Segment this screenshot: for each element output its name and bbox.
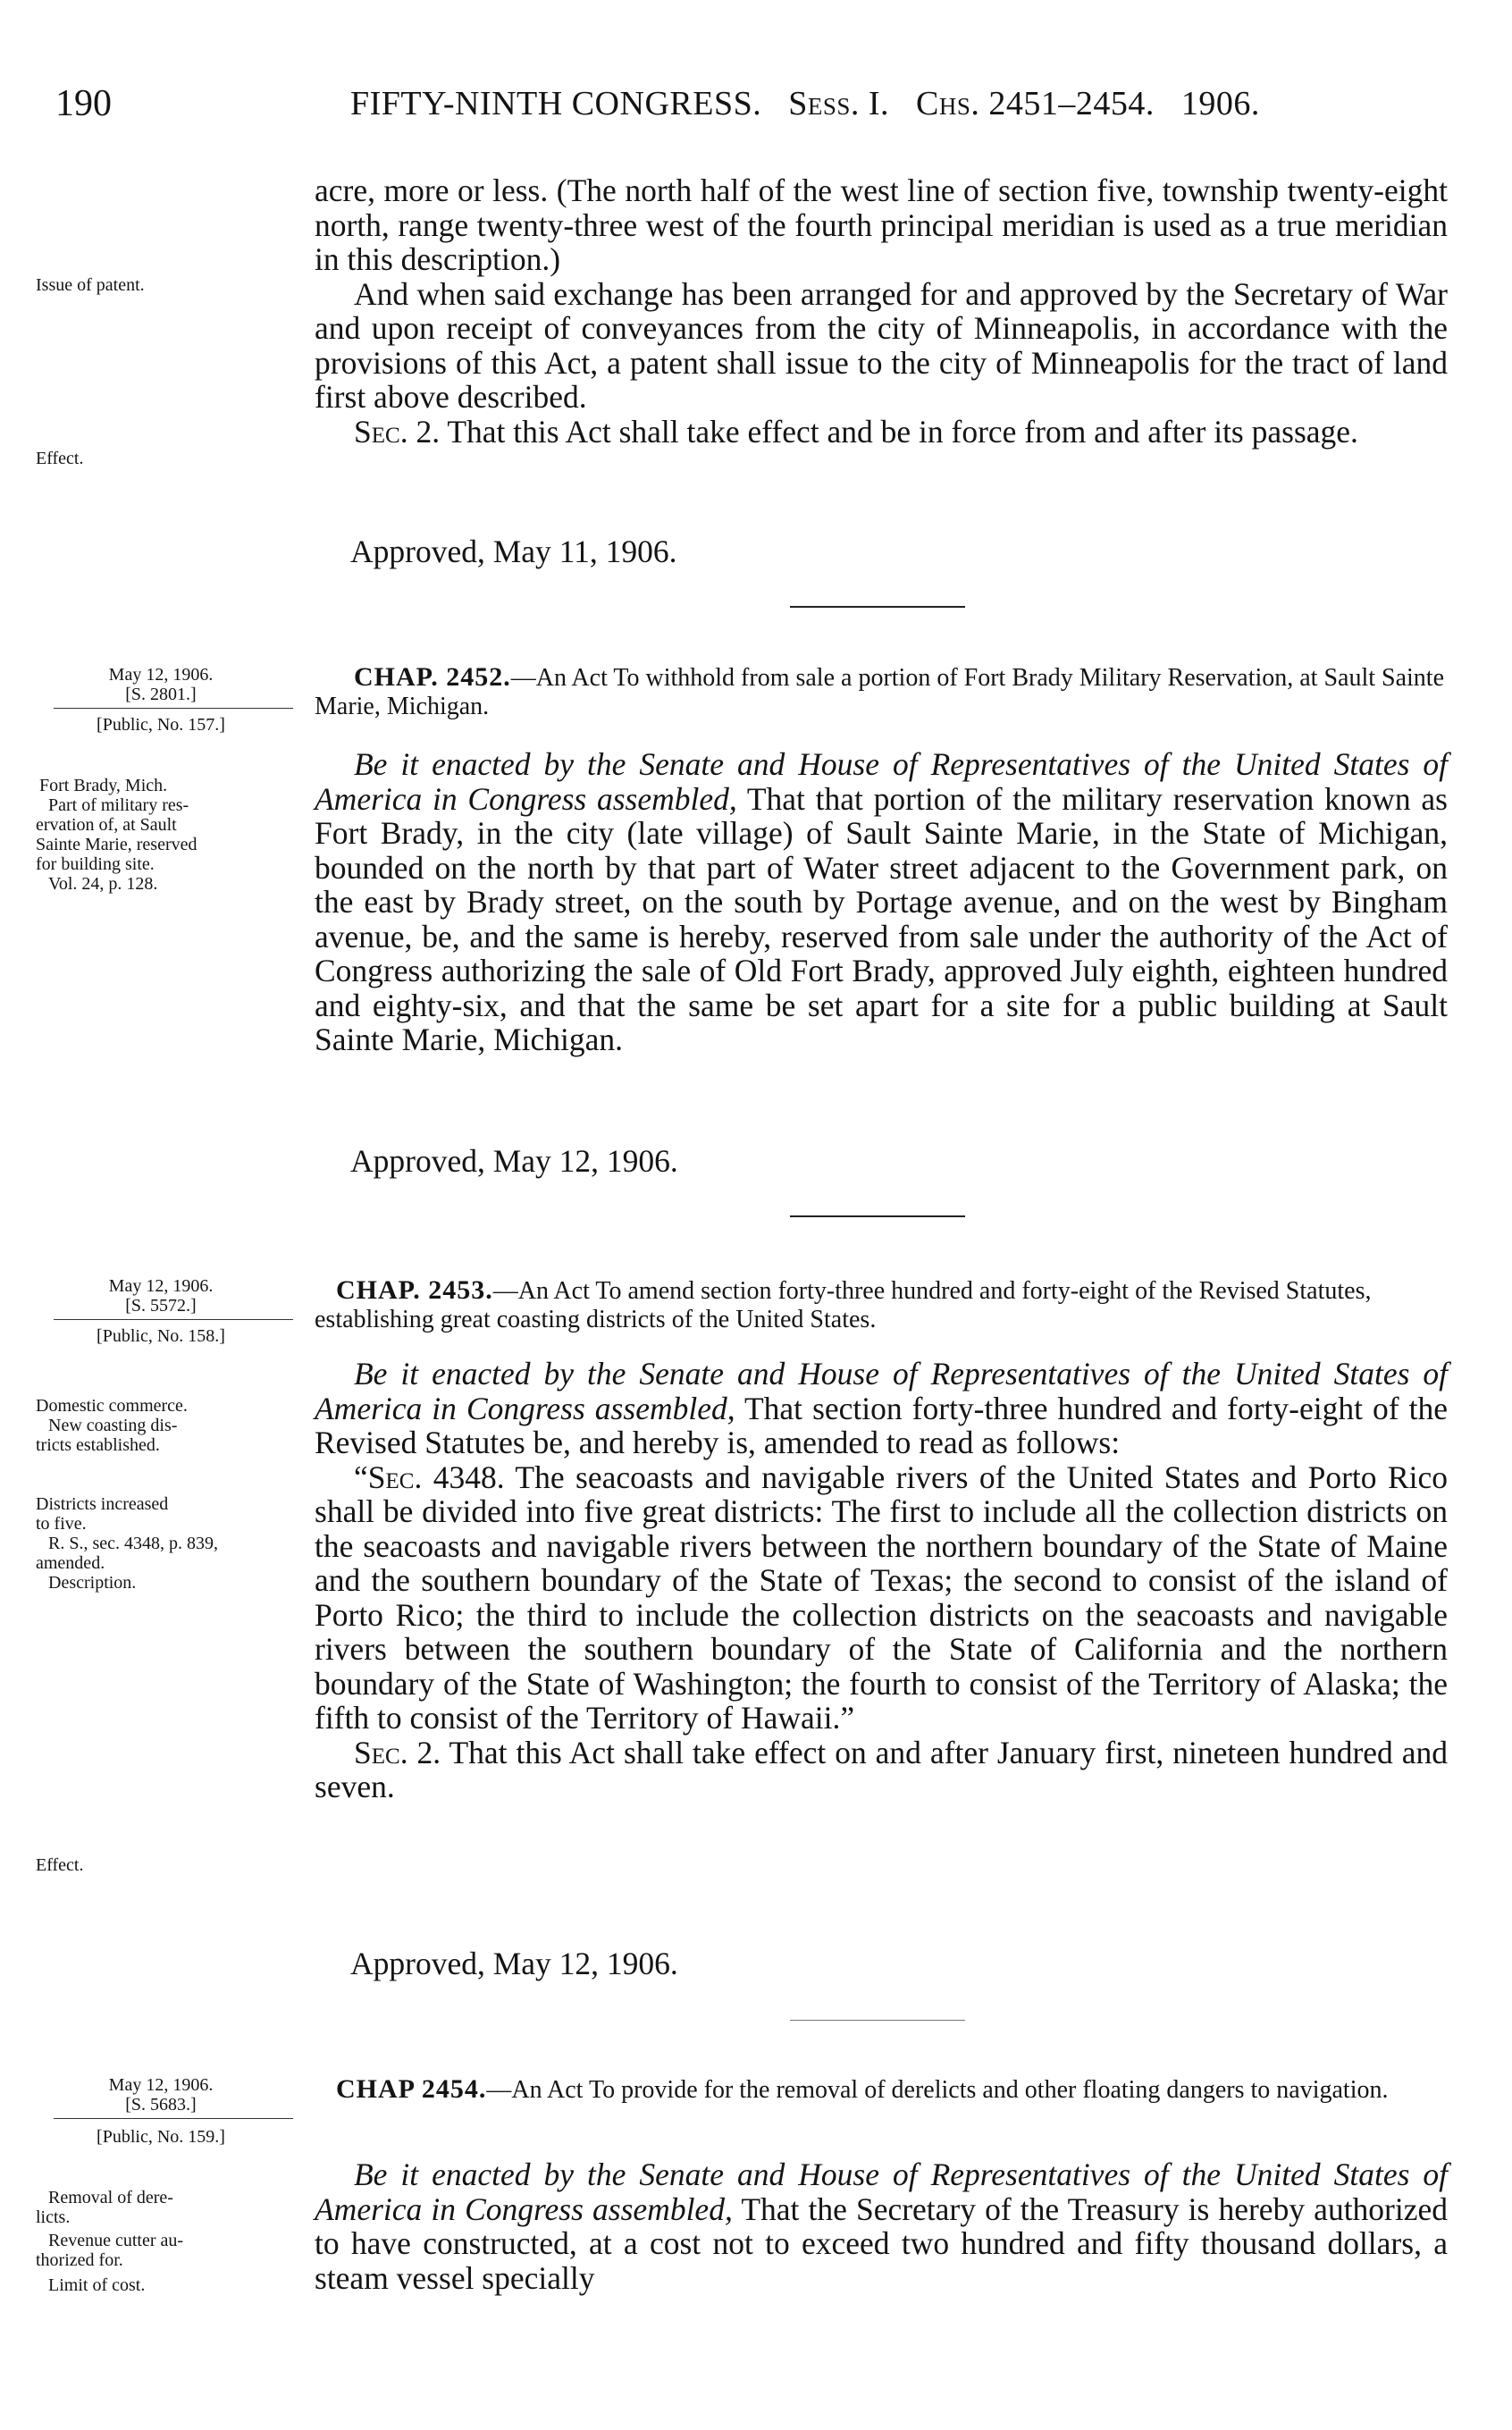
chap-2453-main-text: That section forty-three hundred and forty-eight of the Revised Statutes be, and hereby is, amended to read as follows: (315, 1390, 1448, 1460)
sec-4348-label: “Sec. 4348. (354, 1459, 505, 1495)
margin-line: Part of military res- (48, 795, 189, 815)
margin-note-limit-of-cost: Limit of cost. (48, 2275, 146, 2295)
divider (790, 606, 965, 608)
chap-2453-body (315, 1357, 1448, 1804)
chap-2453-bill: [S. 5572.] (125, 1296, 197, 1316)
sec-2-text: That this Act shall take effect on and after January first, nineteen hundred and seven. (315, 1734, 1448, 1804)
header-year: 1906. (1180, 85, 1260, 122)
margin-note-effect: Effect. (36, 1855, 84, 1875)
chap-2453-text (315, 1357, 1448, 1460)
chap-2452-text (315, 747, 1448, 1057)
divider (790, 2020, 965, 2021)
margin-line: New coasting dis- (48, 1416, 178, 1435)
enacting-clause: Be it enacted by the Senate and House of Representatives of the United States of America in Congress assembled, (315, 1356, 1448, 1426)
chap-2452-margin-notes (36, 776, 302, 894)
chap-2451-section-2 (315, 415, 1448, 450)
date-underline (54, 2118, 293, 2119)
chap-2452-label: CHAP. 2452. (354, 662, 511, 692)
chap-2452-heading (315, 663, 1448, 721)
margin-line: thorized for. (36, 2250, 123, 2270)
chap-2453-section-2 (315, 1736, 1448, 1804)
margin-line: for building site. (36, 854, 155, 874)
chap-2453-margin-notes-1 (36, 1396, 302, 1455)
chap-2451-paragraph-2: And when said exchange has been arranged for and approved by the Secretary of War and upon receipt of conveyances from the city of Minneapolis, in accordance with the provisions of this Act, a patent shall issue to the city of Minneapolis for the tract of land first above described. (315, 275, 1448, 415)
margin-line: amended. (36, 1553, 105, 1573)
enacting-clause: Be it enacted by the Senate and House of Representatives of the United States of America in Congress assembled, (315, 2157, 1448, 2227)
margin-line: Domestic commerce. (36, 1396, 188, 1416)
chap-2451-paragraph-1: acre, more or less. (The north half of the west line of section five, township twenty-eight north, range twenty-three west of the fourth principal meridian is used as a true meridian in this description.) (315, 172, 1448, 277)
margin-line: licts. (36, 2207, 71, 2227)
chap-2454-date: May 12, 1906. (108, 2075, 214, 2095)
chap-2453-margin-notes-2 (36, 1494, 302, 1593)
chap-2453-title: —An Act To amend section forty-three hundred and forty-eight of the Revised Statutes, establishing great coasting districts of the United States. (315, 1277, 1372, 1333)
chap-2452-approved: Approved, May 12, 1906. (350, 1143, 678, 1179)
chap-2453-label: CHAP. 2453. (336, 1275, 493, 1305)
sec-4348-text: The seacoasts and navigable rivers of the United States and Porto Rico shall be divided into five great districts: The first to include all the collection districts on the seacoasts and navigable rivers between the northern boundary of the State of Maine and the southern boundary of the State of Texas; the second to consist of the island of Porto Rico; the third to include the collection districts on the seacoasts and navigable rivers between the southern boundary of the State of California and the northern boundary of the State of Washington; the fourth to consist of the Territory of Alaska; the fifth to consist of the Territory of Hawaii.” (315, 1459, 1448, 1736)
date-underline (54, 1319, 293, 1320)
margin-line: Revenue cutter au- (48, 2231, 184, 2250)
sec-2-label: Sec. 2. (354, 1734, 441, 1770)
chap-2453-heading (315, 1276, 1448, 1334)
chap-2454-margin-notes-1 (36, 2188, 302, 2227)
chap-2454-title: —An Act To provide for the removal of derelicts and other floating dangers to navigation. (486, 2076, 1389, 2104)
margin-fort-brady: Fort Brady, Mich. (39, 776, 168, 795)
chap-2454-margin-notes-2 (36, 2231, 302, 2270)
chap-2453-approved: Approved, May 12, 1906. (350, 1946, 678, 1981)
page-number: 190 (55, 83, 112, 124)
margin-note-issue-of-patent: Issue of patent. (36, 275, 145, 295)
margin-line: ervation of, at Sault (36, 815, 177, 835)
sec-2-label: Sec. 2. (354, 413, 441, 450)
header-chapters: Chs. 2451–2454. (916, 85, 1155, 122)
chap-2452-main-text: That that portion of the military reservation known as Fort Brady, in the city (late village) of Sault Sainte Marie, in the State of Michigan, bounded on the north by that part of Water street adjacent to the Government park, on the east by Brady street, on the south by Portage avenue, and on the west by Bingham avenue, be, and the same is hereby, reserved from sale under the authority of the Act of Congress authorizing the sale of Old Fort Brady, approved July eighth, eighteen hundred and eighty-six, and that the same be set apart for a site for a public building at Sault Sainte Marie, Michigan. (315, 780, 1448, 1057)
header-session: Sess. I. (788, 85, 890, 122)
chap-2453-public-number: [Public, No. 158.] (97, 1326, 225, 1346)
running-header (0, 82, 1512, 127)
date-underline (54, 708, 293, 709)
chap-2454-main-text: That the Secretary of the Treasury is hereby authorized to have constructed, at a cost not to exceed two hundred and fifty thousand dollars, a steam vessel specially (315, 2190, 1449, 2296)
margin-note-effect: Effect. (36, 449, 84, 468)
chap-2452-date: May 12, 1906. (108, 665, 214, 685)
divider (790, 1215, 965, 1217)
chap-2452-bill: [S. 2801.] (125, 685, 197, 704)
chap-2454-text (315, 2157, 1448, 2295)
margin-line: R. S., sec. 4348, p. 839, (48, 1534, 218, 1553)
chap-2452-title: —An Act To withhold from sale a portion of Fort Brady Military Reservation, at Sault Sainte Marie, Michigan. (315, 664, 1445, 720)
margin-line: Districts increased (36, 1494, 169, 1514)
margin-line: Description. (48, 1573, 137, 1593)
margin-line: Sainte Marie, reserved (36, 835, 197, 854)
chap-2454-bill: [S. 5683.] (125, 2095, 197, 2115)
chap-2454-label: CHAP 2454. (336, 2074, 487, 2104)
enacting-clause: Be it enacted by the Senate and House of Representatives of the United States of America in Congress assembled, (315, 746, 1448, 817)
header-congress: FIFTY-NINTH CONGRESS. (350, 85, 762, 122)
chap-2454-body (315, 2157, 1448, 2295)
chap-2454-heading (315, 2075, 1448, 2105)
chap-2451-approved: Approved, May 11, 1906. (350, 534, 677, 569)
chap-2452-body (315, 747, 1448, 1057)
margin-line: tricts established. (36, 1435, 160, 1455)
margin-line: Removal of dere- (48, 2188, 173, 2207)
chap-2454-public-number: [Public, No. 159.] (97, 2127, 225, 2147)
chap-2452-public-number: [Public, No. 157.] (97, 715, 225, 735)
sec-2-text: That this Act shall take effect and be in force from and after its passage. (447, 413, 1358, 450)
chap-2453-date: May 12, 1906. (108, 1276, 214, 1296)
chap-2453-amended-section (315, 1460, 1448, 1736)
margin-line: to five. (36, 1514, 87, 1534)
header-title (350, 84, 1260, 123)
margin-line: Vol. 24, p. 128. (48, 874, 158, 894)
chap-2451-body (315, 173, 1448, 449)
